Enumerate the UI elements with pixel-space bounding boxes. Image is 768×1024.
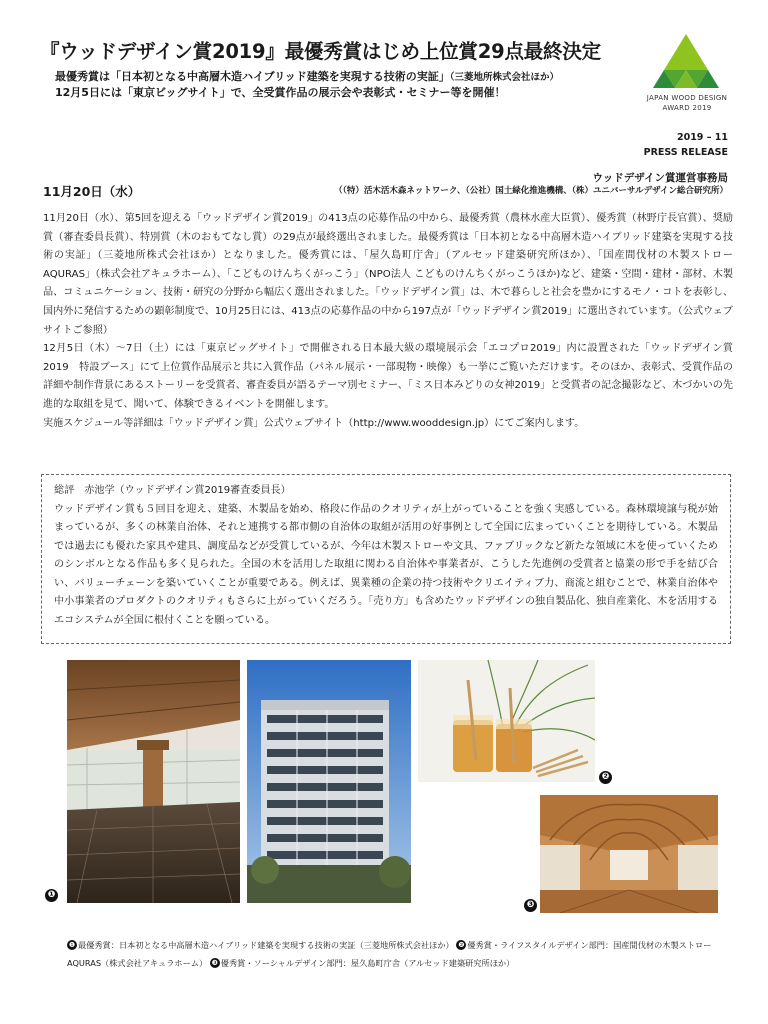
- building-illustration: [247, 660, 411, 903]
- review-box: [41, 474, 731, 644]
- straws-illustration: [418, 660, 595, 782]
- caption-number-1: ❶: [68, 941, 76, 949]
- body-paragraph-2: 12月5日（木）～7日（土）には「東京ビッグサイト」で開催される日本最大級の環境展示会「エコプロ2019」内に設置された「ウッドデザイン賞2019 特設ブース」にて上位賞作品展示と共に入賞作品（パネル展示・一部現物・映像）も一挙にご覧いただけます。そのほか、表彰式、受賞作品の詳細や制作背景にあるストーリーを受賞者、審査委員が語るテーマ別セミナー、「ミス日本みどりの女神2019」と受賞者の記念撮影など、木づかいの先進的な取組を見て、聞いて、体験できるイベントを開催します。: [43, 343, 733, 410]
- photo-number-1: ❶: [45, 889, 58, 902]
- photo-timber-building-interior: [67, 660, 240, 903]
- review-heading: 総評 赤池学（ウッドデザイン賞2019審査委員長）: [54, 485, 291, 496]
- subtitle-1-main: 最優秀賞は「日本初となる中高層木造ハイブリッド建築を実現する技術の実証」: [55, 70, 450, 83]
- organizations: （（特）活木活木森ネットワーク、（公社）国土緑化推進機構、（株）ユニバーサルデザイン総合研究所）: [334, 186, 728, 196]
- review-text: ウッドデザイン賞も５回目を迎え、建築、木製品を始め、格段に作品のクオリティが上がっていることを強く実感している。森林環境譲与税が始まっているが、多くの林業自治体、それと連携する都市側の自治体の取組が活用の好事例として全国に広まっていくことを期待している。木製品では過去にも優れた家具や建具、調度品などが受賞しているが、今年は木製ストローや文具、ファブリックなど新たな領域に木を使っていくためのシンボルとなる作品も多く見られた。全国の木を活用した取組に関わる自治体や事業者が、こうした先進例の受賞者と協業の形で手を結び合い、バリューチェーンを築いていくことが重要である。例えば、異業種の企業の持つ技術やクリエイティブ力、商流と組むことで、林業自治体や中小事業者のプロダクトのクオリティもさらに上がっていくだろう。「売り方」も含めたウッドデザインの独自製品化、独自産業化、木を活用するエコシステムが全国に根付くことを願っている。: [54, 503, 718, 626]
- release-date: 11月20日（水）: [43, 184, 141, 199]
- photo-number-2: ❷: [599, 771, 612, 784]
- timber-interior-illustration: [67, 660, 240, 903]
- issue-number: 2019 – 11: [676, 132, 728, 143]
- hall-illustration: [540, 795, 718, 913]
- office-name: ウッドデザイン賞運営事務局: [592, 172, 728, 184]
- body-paragraph-3: 実施スケジュール等詳細は「ウッドデザイン賞」公式ウェブサイト（http://www.wooddesign.jp）にてご案内します。: [43, 417, 585, 429]
- photo-wooden-hall: [540, 795, 718, 913]
- caption-number-3: ❸: [211, 959, 218, 967]
- subtitle-1-note: （三菱地所株式会社ほか）: [449, 72, 560, 83]
- photo-tall-building: [247, 660, 411, 903]
- subtitle-1: [55, 68, 559, 84]
- logo-line-1: JAPAN WOOD DESIGN: [646, 94, 728, 102]
- photo-wooden-straws: [418, 660, 595, 782]
- caption-text-2: 優秀賞・ライフスタイルデザイン部門：国産間伐材の木製ストロー AQURAS（株式会社アキュラホーム）: [67, 940, 712, 968]
- logo-text: [640, 93, 734, 113]
- body-text: [43, 210, 733, 433]
- press-release-label: PRESS RELEASE: [643, 147, 728, 158]
- body-paragraph-1: 11月20日（水）、第5回を迎える「ウッドデザイン賞2019」の413点の応募作品の中から、最優秀賞（農林水産大臣賞）、優秀賞（林野庁長官賞）、奨励賞（審査委員長賞）、特別賞（木のおもてなし賞）の29点が最終選出されました。最優秀賞は「日本初となる中高層木造ハイブリッド建築を実現する技術の実証」（三菱地所株式会社ほか）となりました。優秀賞には、「屋久島町庁舎」（アルセッド建築研究所ほか）、「国産間伐材の木製ストロー AQURAS」（株式会社アキュラホーム）、「こどものけんちくがっこう」（NPO法人 こどものけんちくがっこうほか)など、建築・空間・建材・部材、木製品、コミュニケーション、技術・研究の分野から幅広く選出されました。「ウッドデザイン賞」は、木で暮らしと社会を豊かにするモノ・コトを表彰し、国内外に発信するための顕彰制度で、10月25日には、413点の応募作品の中から197点が「ウッドデザイン賞2019」に選出されています。（公式ウェブサイトご参照）: [43, 213, 733, 336]
- logo-line-2: AWARD 2019: [662, 104, 712, 112]
- caption-text-1: 最優秀賞：日本初となる中高層木造ハイブリッド建築を実現する技術の実証（三菱地所株式会社ほか）: [78, 940, 454, 950]
- photo-caption: [67, 936, 727, 972]
- photo-number-3: ❸: [524, 899, 537, 912]
- caption-text-3: 優秀賞・ソーシャルデザイン部門：屋久島町庁舎（アルセッド建築研究所ほか）: [220, 958, 515, 968]
- caption-number-2: ❷: [458, 941, 465, 949]
- page-title: 『ウッドデザイン賞2019』最優秀賞はじめ上位賞29点最終決定: [40, 40, 601, 63]
- subtitle-2: 12月5日には「東京ビッグサイト」で、全受賞作品の展示会や表彰式・セミナー等を開催！: [55, 86, 506, 99]
